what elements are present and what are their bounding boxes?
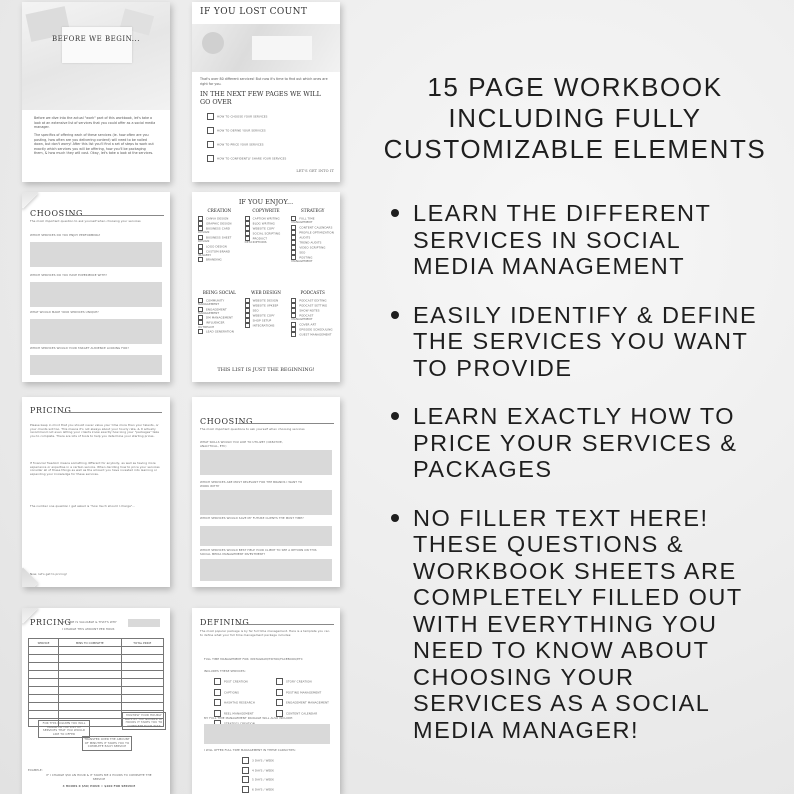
page-footer: LET'S GET INTO IT — [296, 169, 334, 173]
page-title: IF YOU LOST COUNT — [200, 7, 308, 17]
feature-bullet: EASILY IDENTIFY & DEFINE THE SERVICES YOU WANT TO PROVIDE — [385, 302, 785, 382]
service-columns-top — [198, 208, 334, 264]
page-title: IF YOU ENJOY... — [238, 198, 294, 206]
table-row[interactable] — [29, 687, 164, 695]
page-title: DEFINING — [200, 618, 250, 627]
checkbox[interactable] — [214, 699, 221, 706]
body-paragraph: The number one question I get asked is "how much should I charge"... — [30, 504, 136, 508]
service-option: ENGAGEMENT MANAGEMENT — [276, 699, 329, 706]
rate-line: MY TIME IS VALUABLE & THAT'S WHY — [62, 620, 117, 624]
page-title: CHOOSING — [200, 417, 254, 426]
question-label: WHICH SERVICES WOULD SAVE MY FUTURE CLIENTS THE MOST TIME? — [200, 516, 304, 520]
desk-photo — [22, 2, 170, 110]
bullet-dot-icon — [391, 514, 399, 522]
intro-text: The most important question to ask yourself when choosing your services — [30, 219, 141, 223]
service-item: AUDITS — [291, 235, 334, 240]
service-item: WEBSITE DESIGN — [245, 298, 288, 303]
service-item: SEO — [291, 250, 334, 255]
column-head: COPYWRITE — [252, 208, 280, 213]
example-label: EXAMPLE: — [28, 768, 43, 772]
column-note: FOR THIS COLUMN YOU WILL TRANSFER THE LIST OF SERVICES THAT YOU WOULD LIKE TO OFFER — [38, 720, 90, 738]
table-row[interactable] — [29, 679, 164, 687]
headline-line: CUSTOMIZABLE ELEMENTS — [383, 134, 767, 164]
service-column — [198, 290, 241, 337]
service-item: INFLUENCER OUTREACH — [198, 320, 225, 329]
section-subtitle: IN THE NEXT FEW PAGES WE WILL GO OVER — [200, 90, 321, 106]
service-column — [245, 208, 288, 264]
example-line: 4 HOURS X $50/ HOUR = $200 FOR SERVICE — [62, 784, 136, 788]
column-header: SERVICE — [29, 639, 59, 647]
checklist-item: HOW TO PRICE YOUR SERVICES — [207, 141, 332, 148]
column-head: PODCASTS — [300, 290, 325, 295]
intro-text: The most popular package is by far full time management. Here is a template you can to define what your full time management package includes: — [200, 629, 330, 637]
intro-text: The most important questions to ask yourself when choosing services — [200, 427, 305, 431]
checkbox[interactable] — [214, 689, 221, 696]
service-item: LOGO DESIGN — [198, 244, 241, 249]
answer-box[interactable] — [30, 319, 162, 344]
service-item: PODCAST SETTING — [291, 303, 334, 308]
service-option: STORY CREATION — [276, 678, 329, 685]
table-row[interactable] — [29, 655, 164, 663]
service-item: COMMUNITY MANAGEMENT — [198, 298, 225, 307]
checkbox[interactable] — [276, 689, 283, 696]
rate-line: I CHARGE THIS AMOUNT PER HOUR — [62, 627, 115, 631]
checkbox[interactable] — [242, 767, 249, 774]
service-item: SOCIAL SCRIPTING — [245, 231, 288, 236]
service-columns-bottom — [198, 290, 334, 337]
question-label: WHAT SKILLS WOULD YOU LIKE TO UTILIZE? (CREATIVE, ANALYTICAL, ETC) — [200, 440, 283, 448]
field-label: FULL TIME MANAGEMENT FOR: INSTAGRAM/TIKTOK/FACEBOOK/ETC — [204, 657, 303, 661]
answer-box[interactable] — [30, 282, 162, 307]
service-item: WEBSITE UPKEEP — [245, 303, 288, 308]
answer-box[interactable] — [30, 242, 162, 267]
service-item: BUSINESS CARD DESIGN — [198, 226, 231, 235]
service-item: GUEST MANAGEMENT — [291, 332, 334, 337]
service-column — [198, 208, 241, 264]
services-right — [276, 678, 329, 720]
capacity-option: 3 DAYS / WEEK — [242, 757, 274, 764]
workbook-page-choosing-2 — [192, 397, 340, 587]
service-item: ENGAGEMENT MANAGEMENT — [198, 307, 227, 315]
service-item: SHOW NOTES — [291, 308, 334, 313]
checkbox[interactable] — [276, 678, 283, 685]
headline-line: 15 PAGE WORKBOOK — [427, 72, 723, 102]
question-label: WHICH SERVICES DO YOU ENJOY PERFORMING? — [30, 233, 101, 237]
rate-input[interactable] — [128, 619, 160, 627]
page-title: PRICING — [30, 618, 72, 627]
checkbox[interactable] — [242, 786, 249, 793]
service-item: CANVA DESIGN — [198, 216, 241, 221]
question-label: WHICH SERVICES WOULD BEST HELP YOUR CLIENT TO SEE A RETURN ON THIS SOCIAL MEDIA MANAGEMENT INVESTMENT? — [200, 548, 317, 556]
feature-bullet: LEARN EXACTLY HOW TO PRICE YOUR SERVICES & PACKAGES — [385, 403, 785, 483]
column-head: BEING SOCIAL — [202, 290, 236, 295]
service-item: BUSINESS SHEET DESIGN — [198, 235, 232, 243]
page-footer: THIS LIST IS JUST THE BEGINNING! — [217, 367, 315, 373]
capacity-options — [242, 757, 274, 794]
service-option: POSTING MANAGEMENT — [276, 689, 329, 696]
answer-box[interactable] — [200, 559, 332, 581]
service-item: PODCAST MANAGEMENT — [291, 313, 314, 322]
intro-text: That's over 80 different services! But now it's time to find out which ones are right for you. — [200, 77, 328, 86]
intro-paragraph: Before we dive into the actual "work" part of this workbook, let's take a look at an extensive list of services that you could offer as a social media manager. — [34, 116, 156, 130]
answer-box[interactable] — [200, 490, 332, 515]
service-option: POST CREATION — [214, 678, 255, 685]
service-item: SEO — [245, 308, 288, 313]
field-label: MY FULL TIME MANAGEMENT PACKAGE WILL ALSO INCLUDE: — [204, 716, 294, 720]
service-item: BRANDING — [198, 257, 241, 262]
question-label: WHICH SERVICES WOULD YOUR TARGET AUDIENCE LOOKING FOR? — [30, 346, 129, 350]
service-item: BLOG WRITING — [245, 221, 288, 226]
service-item: FULL TIME MANAGEMENT — [291, 216, 315, 225]
services-left — [214, 678, 255, 731]
service-item: INTEGRATIONS — [245, 323, 288, 328]
service-item: EPISODE SCHEDULING — [291, 327, 334, 332]
service-item: WEBSITE COPY — [245, 313, 288, 318]
capacity-option: 4 DAYS / WEEK — [242, 767, 274, 774]
column-note: MULTIPLY YOUR HOURLY RATE BY THE NUMBER OF HOURS IT TAKES YOU TO COMPLETE EACH TASK — [122, 712, 166, 730]
service-item: PRODUCT DESCRIPTIONS — [244, 236, 268, 245]
page-title: CHOOSING — [30, 209, 84, 218]
answer-box[interactable] — [204, 724, 330, 744]
service-item: DM MANAGEMENT — [198, 315, 241, 320]
checklist-item: HOW TO CHOOSE YOUR SERVICES — [207, 113, 332, 120]
table-row[interactable] — [29, 663, 164, 671]
example-line: IF I CHARGE $50 AN HOUR & IT TAKES ME 4 HOURS TO COMPLETE THE SERVICE — [46, 773, 152, 781]
answer-box[interactable] — [200, 450, 332, 475]
capacity-option: 5 DAYS / WEEK — [242, 776, 274, 783]
checklist — [207, 113, 332, 169]
answer-box[interactable] — [200, 526, 332, 546]
table-row[interactable] — [29, 671, 164, 679]
page-title: PRICING — [30, 406, 72, 415]
column-head: WEB DESIGN — [251, 290, 281, 295]
body-paragraph: If financial freedom means something different for anybody, as well as having more experience or expertise in a certain service. When deciding how to price your services consider all of these things as well as the amount you have invested into learning or expanding your knowledge for these services. — [30, 461, 160, 476]
field-label: INCLUDES THESE SERVICES: — [204, 669, 246, 673]
field-label: I WILL OFFER FULL TIME MANAGEMENT IN THESE CAPACITIES: — [204, 748, 296, 752]
service-column — [245, 290, 288, 337]
column-note: TRANSFER OVER THE AMOUNT OF MINUTES IT TAKES YOU TO COMPLETE EACH SERVICE — [82, 736, 132, 751]
table-row[interactable] — [29, 647, 164, 655]
service-item: GRAPHIC DESIGN — [198, 221, 241, 226]
workbook-page-choosing — [22, 192, 170, 382]
sign-off: Now, let's get to pricing! — [30, 572, 68, 576]
column-header: TOTAL PRICE — [121, 639, 163, 647]
checkbox[interactable] — [276, 699, 283, 706]
table-row[interactable] — [29, 695, 164, 703]
body-paragraph: Please keep in mind that you should never value your time more than your talents, or your clients will too. This means it's not always about your hourly rate, & it actually recommend not even letting your clients know exactly how long your "packages" take you to complete. There are lots of tools to help you determine your starting prices. — [30, 423, 160, 438]
checkbox[interactable] — [207, 127, 214, 134]
service-item: TREND AUDITS — [291, 240, 334, 245]
column-head: CREATION — [207, 208, 232, 213]
service-item: WEBSITE COPY — [245, 226, 288, 231]
workbook-page-pricing-table — [22, 608, 170, 794]
service-item: POSTING MANAGEMENT — [291, 255, 313, 264]
workbook-page-defining — [192, 608, 340, 794]
service-item: LEAD GENERATION — [198, 329, 241, 334]
column-head: STRATEGY — [300, 208, 325, 213]
table-row[interactable] — [29, 703, 164, 711]
service-option: CAPTIONS — [214, 689, 255, 696]
checkbox[interactable] — [242, 776, 249, 783]
page-title: BEFORE WE BEGIN... — [52, 35, 140, 43]
workbook-page-pricing-text — [22, 397, 170, 587]
feature-bullet: LEARN THE DIFFERENT SERVICES IN SOCIAL MEDIA MANAGEMENT — [385, 200, 785, 280]
body-paragraph: The specifics of offering each of these services (ie. how often are you posting, how often are you delivering content) will need to be nailed down, but don't worry! After this list you'll find a set of steps to work out exactly which services you will be offering, how you'll be packaging them, & how much they will cost. Okay, let's take a look at the services. — [34, 133, 154, 156]
service-item: CONTENT CALENDARS — [291, 225, 334, 230]
feature-list — [385, 200, 785, 765]
desk-photo — [192, 24, 340, 72]
service-column — [291, 290, 334, 337]
capacity-option: 6 DAYS / WEEK — [242, 786, 274, 793]
bullet-dot-icon — [391, 311, 399, 319]
service-item: PROFILE OPTIMIZATION — [291, 230, 334, 235]
question-label: WHICH SERVICES DO YOU HAVE EXPERIENCE WITH? — [30, 273, 107, 277]
question-label: WHICH SERVICES ARE MOST RELEVANT FOR THE BRANDS I WANT TO WORK WITH? — [200, 480, 303, 488]
service-option: HASHTAG RESEARCH — [214, 699, 255, 706]
workbook-page-lost-count — [192, 2, 340, 182]
service-item: COVER ART — [291, 322, 334, 327]
headline-line: INCLUDING FULLY — [448, 103, 702, 133]
service-item: SHOP SETUP — [245, 318, 288, 323]
bullet-dot-icon — [391, 209, 399, 217]
service-item: VIDEO SCRIPTING — [291, 245, 334, 250]
service-item: CAPTION WRITING — [245, 216, 288, 221]
service-item: CUSTOM BRAND IMAGERY — [198, 249, 231, 257]
service-item: PODCAST EDITING — [291, 298, 334, 303]
checklist-item: HOW TO DEFINE YOUR SERVICES — [207, 127, 332, 134]
bullet-dot-icon — [391, 412, 399, 420]
service-option: CONTENT CALENDAR — [276, 710, 329, 717]
workbook-page-before-we-begin — [22, 2, 170, 182]
answer-box[interactable] — [30, 355, 162, 375]
checkbox[interactable] — [207, 113, 214, 120]
checklist-item: HOW TO CONFIDENTLY SHARE YOUR SERVICES — [207, 155, 332, 162]
checkbox[interactable] — [207, 155, 214, 162]
checkbox[interactable] — [214, 678, 221, 685]
headline — [375, 72, 775, 165]
feature-bullet: NO FILLER TEXT HERE! THESE QUESTIONS & WORKBOOK SHEETS ARE COMPLETELY FILLED OUT WITH EVERYTHING YOU NEED TO KNOW ABOUT CHOOSING YOUR SERVICES AS A SOCIAL MEDIA MANAGER! — [385, 505, 785, 744]
workbook-page-if-you-enjoy — [192, 192, 340, 382]
checkbox[interactable] — [242, 757, 249, 764]
checkbox[interactable] — [207, 141, 214, 148]
service-column — [291, 208, 334, 264]
question-label: WHAT WOULD MAKE YOUR SERVICES UNIQUE? — [30, 310, 99, 314]
service-option: REEL MANAGEMENT — [214, 710, 255, 717]
column-header: MINS TO COMPLETE — [58, 639, 121, 647]
